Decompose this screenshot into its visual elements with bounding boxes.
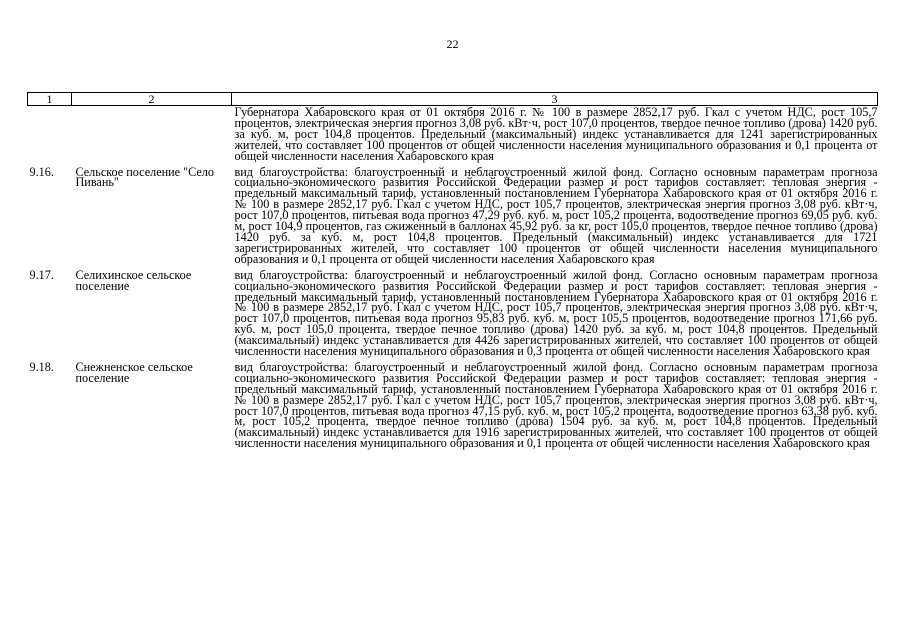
table-body bbox=[28, 106, 878, 450]
header-row bbox=[28, 93, 878, 106]
tariff-description: вид благоустройства: благоустроенный и неблагоустроенный жилой фонд. Согласно основным параметрам прогноза социально-экономического развития Российской Федерации размер и рост тарифов составляет: тепловая энергия - предельный максимальный тариф, установленный постановлением Губернатора Хабаровского края от 01 октября 2016 г. № 100 в размере 2852,17 руб. Гкал с учетом НДС, рост 105,7 процентов, электрическая энергия прогноз 3,08 руб. кВт·ч, рост 107,0 процентов, питьевая вода прогноз 47,29 руб. куб. м, рост 105,2 процента, водоотведение прогноз 69,05 руб. куб. м, рост 104,9 процентов, газ сжиженный в баллонах 45,92 руб. за кг, рост 105,0 процентов, твердое печное топливо (дрова) 1420 руб. за куб. м, рост 104,8 процентов. Предельный (максимальный) индекс устанавливается для 1721 зарегистрированных жителей, что составляет 100 процентов от общей численности населения муниципального образования и 0,1 процента от общей численности населения Хабаровского края bbox=[234, 164, 878, 266]
column-header-2: 2 bbox=[72, 93, 232, 106]
table-row bbox=[28, 265, 878, 357]
settlement-name: Селихинское сельское поселение bbox=[75, 267, 192, 293]
column-header-3: 3 bbox=[232, 93, 878, 106]
continuation-number-cell bbox=[28, 106, 72, 162]
row-number: 9.17. bbox=[29, 267, 54, 282]
tariff-description: вид благоустройства: благоустроенный и неблагоустроенный жилой фонд. Согласно основным параметрам прогноза социально-экономического развития Российской Федерации размер и рост тарифов составляет: тепловая энергия - предельный максимальный тариф, установленный постановлением Губернатора Хабаровского края от 01 октября 2016 г. № 100 в размере 2852,17 руб. Гкал с учетом НДС, рост 105,7 процентов, электрическая энергия прогноз 3,08 руб. кВт·ч, рост 107,0 процентов, питьевая вода прогноз 95,83 руб. куб. м, рост 105,5 процентов, водоотведение прогноз 171,66 руб. куб. м, рост 105,0 процента, твердое печное топливо (дрова) 1420 руб. за куб. м, рост 104,8 процентов. Предельный (максимальный) индекс устанавливается для 4426 зарегистрированных жителей, что составляет 100 процентов от общей численности населения муниципального образования и 0,3 процента от общей численности населения Хабаровского края bbox=[234, 267, 878, 359]
table-row bbox=[28, 357, 878, 449]
row-number: 9.18. bbox=[29, 359, 54, 374]
tariff-table bbox=[27, 92, 878, 449]
page-number: 22 bbox=[446, 37, 459, 51]
column-header-1: 1 bbox=[28, 93, 72, 106]
table-row bbox=[28, 162, 878, 265]
row-number: 9.16. bbox=[29, 164, 54, 179]
tariff-description: вид благоустройства: благоустроенный и неблагоустроенный жилой фонд. Согласно основным параметрам прогноза социально-экономического развития Российской Федерации размер и рост тарифов составляет: тепловая энергия - предельный максимальный тариф, установленный постановлением Губернатора Хабаровского края от 01 октября 2016 г. № 100 в размере 2852,17 руб. Гкал с учетом НДС, рост 105,7 процентов, электрическая энергия прогноз 3,08 руб. кВт·ч, рост 107,0 процентов, питьевая вода прогноз 47,15 руб. куб. м, рост 105,2 процента, водоотведение прогноз 63,38 руб. куб. м, рост 105,2 процента, твердое печное топливо (дрова) 1504 руб. за куб. м, рост 104,8 процентов. Предельный (максимальный) индекс устанавливается для 1916 зарегистрированных жителей, что составляет 100 процентов от общей численности населения муниципального образования и 0,1 процента от общей численности населения Хабаровского края bbox=[234, 359, 878, 451]
table-header bbox=[28, 93, 878, 106]
continuation-text: Губернатора Хабаровского края от 01 октября 2016 г. № 100 в размере 2852,17 руб. Гкал с учетом НДС, рост 105,7 процентов, электрическая энергия прогноз 3,08 руб. кВт·ч, рост 107,0 процентов, твердое печное топливо (дрова) 1420 руб. за куб. м, рост 104,8 процентов. Предельный (максимальный) индекс устанавливается для 1241 зарегистрированных жителей, что составляет 100 процентов от общей численности населения муниципального образования и 0,1 процента от общей численности населения Хабаровского края bbox=[234, 105, 878, 163]
settlement-name: Снежненское сельское поселение bbox=[75, 359, 193, 385]
continuation-name-cell bbox=[72, 106, 232, 162]
continuation-row bbox=[28, 106, 878, 162]
settlement-name: Сельское поселение "Село Пивань" bbox=[75, 164, 214, 190]
